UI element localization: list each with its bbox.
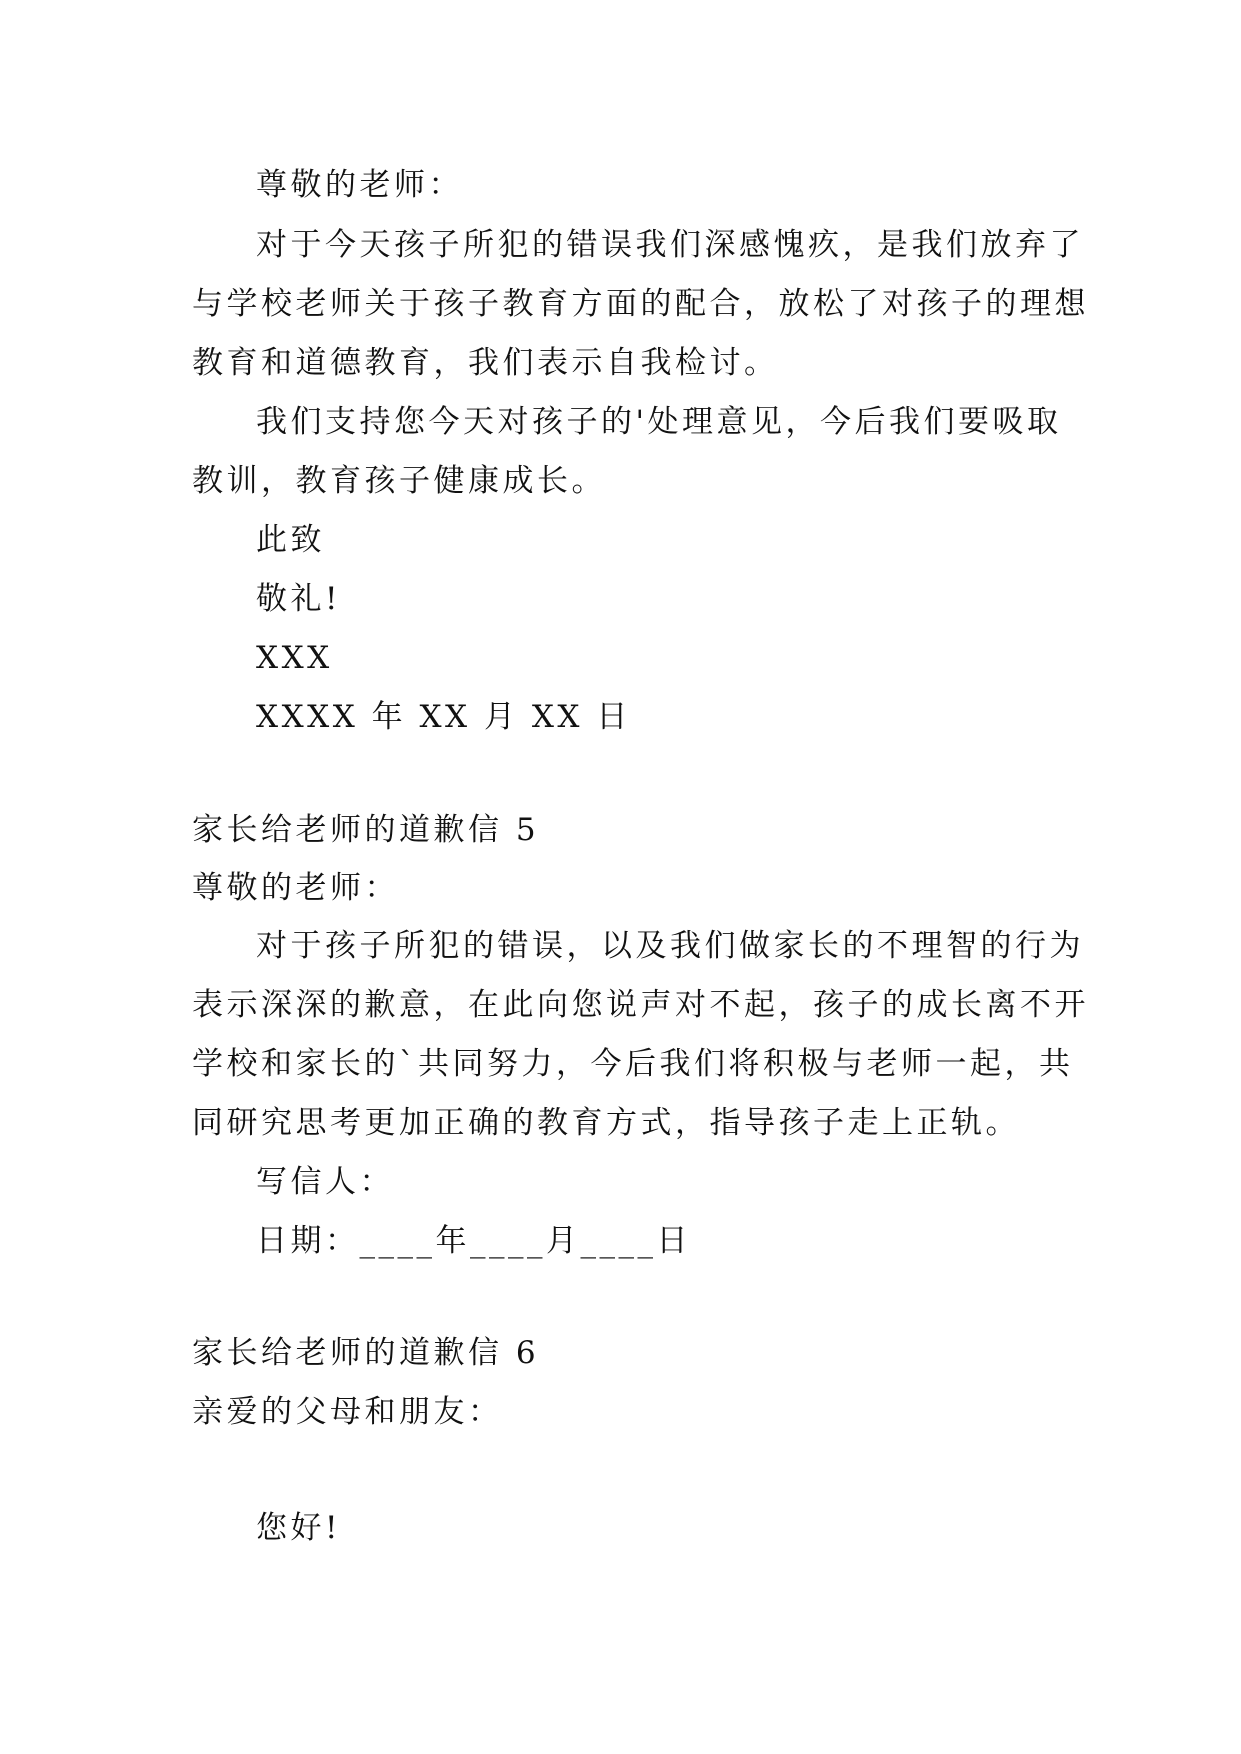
letter4-date: XXXX 年 XX 月 XX 日 — [256, 699, 631, 735]
letter5-writer: 写信人： — [256, 1164, 394, 1200]
letter4-salutation: 尊敬的老师： — [256, 167, 463, 203]
letter5-date: 日期：____年____月____日 — [256, 1223, 691, 1259]
letter5-paragraph1-line2: 表示深深的歉意，在此向您说声对不起，孩子的成长离不开 — [192, 987, 1089, 1023]
letter6-title: 家长给老师的道歉信 6 — [192, 1335, 540, 1371]
letter4-paragraph2-line1: 我们支持您今天对孩子的'处理意见，今后我们要吸取 — [256, 404, 1062, 440]
letter6-salutation: 亲爱的父母和朋友： — [192, 1394, 503, 1430]
letter4-paragraph1-line1: 对于今天孩子所犯的错误我们深感愧疚，是我们放弃了 — [256, 227, 1084, 263]
letter5-paragraph1-line4: 同研究思考更加正确的教育方式，指导孩子走上正轨。 — [192, 1105, 1020, 1141]
letter6-greeting: 您好! — [256, 1510, 341, 1546]
letter4-paragraph1-line3: 教育和道德教育，我们表示自我检讨。 — [192, 345, 779, 381]
letter4-paragraph1-line2: 与学校老师关于孩子教育方面的配合，放松了对孩子的理想 — [192, 286, 1089, 322]
letter5-salutation: 尊敬的老师： — [192, 870, 399, 906]
letter4-paragraph2-line2: 教训，教育孩子健康成长。 — [192, 463, 606, 499]
letter5-paragraph1-line1: 对于孩子所犯的错误，以及我们做家长的不理智的行为 — [256, 928, 1084, 964]
letter5-title: 家长给老师的道歉信 5 — [192, 812, 540, 848]
letter4-signature: XXX — [256, 640, 333, 676]
letter4-closing-jingli: 敬礼! — [256, 581, 341, 617]
letter4-closing-cizhi: 此致 — [256, 522, 325, 558]
letter5-paragraph1-line3: 学校和家长的`共同努力，今后我们将积极与老师一起，共 — [192, 1046, 1074, 1082]
